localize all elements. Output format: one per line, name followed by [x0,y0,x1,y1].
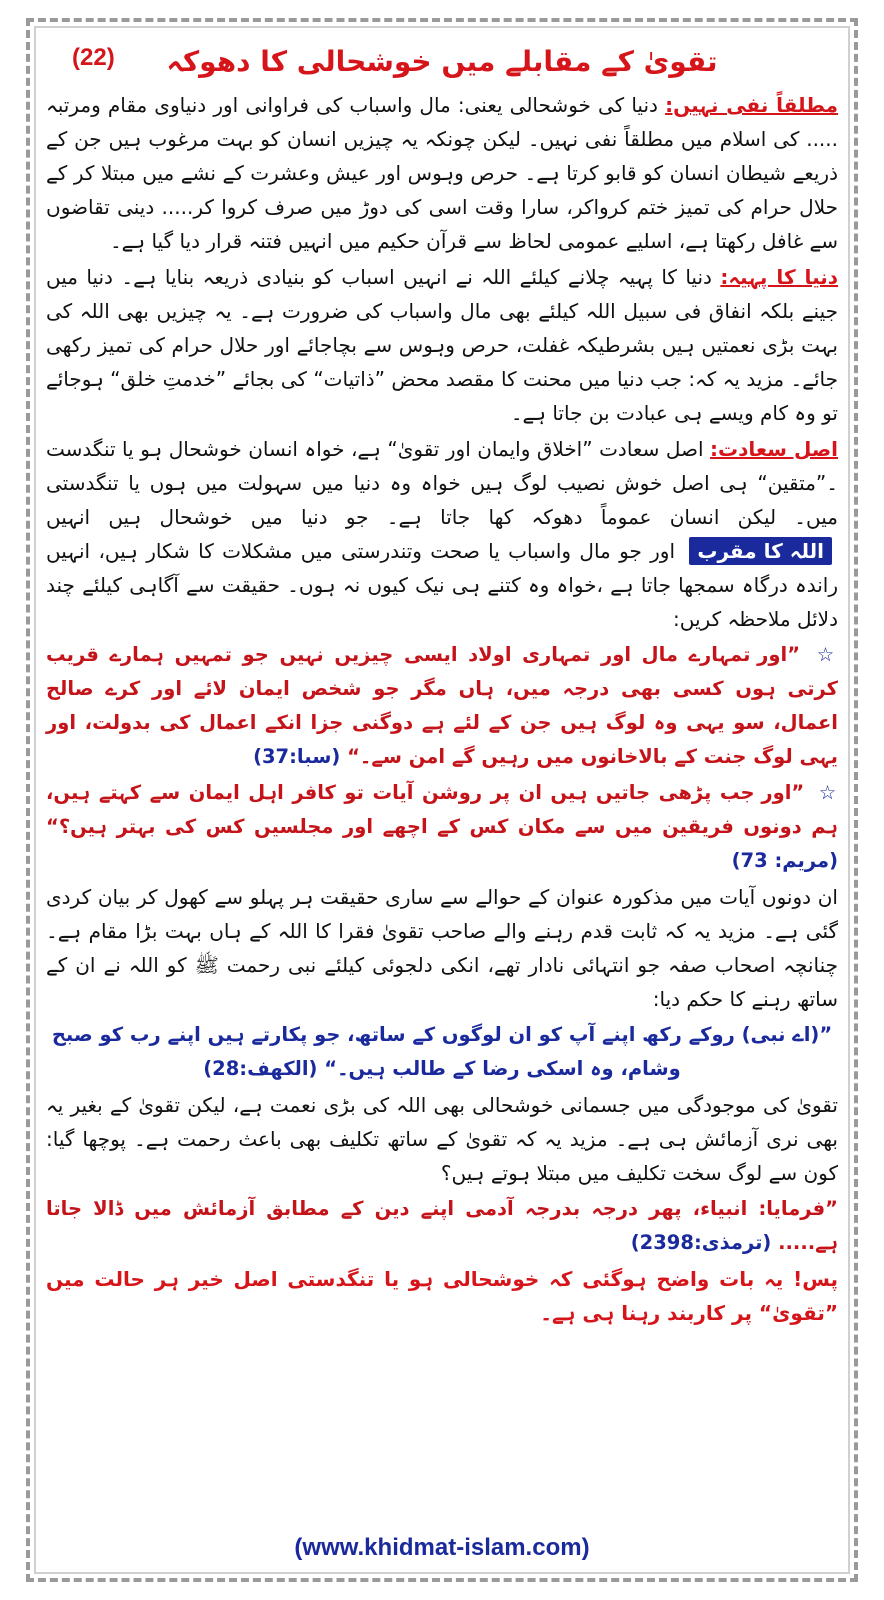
section-text: اصل سعادت ”اخلاق وایمان اور تقویٰ“ ہے، خواہ انسان خوشحال ہو یا تنگدست ۔”متقین“ ہی اصل خوش نصیب لوگ ہیں خواہ وہ دنیا میں سہولت میں ہوں یا تنگدستی میں۔ لیکن انسان عموماً دھوکہ کھا جاتا ہے۔ جو دنیا میں خوشحال ہیں انہیں [46,437,838,529]
quote-reference: (مریم: 73) [731,849,838,872]
quote-maryam [46,776,838,878]
section-text: اور جو مال واسباب یا صحت وتندرستی میں مشکلات کا شکار ہیں، انہیں راندہ درگاہ سمجھا جاتا ہے ،خواہ وہ کتنے ہی نیک کیوں نہ ہوں۔ حقیقت سے آگاہی کیلئے چند دلائل ملاحظہ کریں: [46,539,838,631]
section-absolute-negation [46,88,838,258]
website-link[interactable]: (www.khidmat-islam.com) [294,1534,590,1561]
page-frame [26,18,858,1582]
quote-reference: (الکھف:28) [203,1057,318,1080]
star-icon: ☆ [816,643,839,666]
section-heading: دنیا کا پہیہ: [720,265,839,289]
quote-reference: (سبا:37) [253,745,341,768]
quote-text: ”اور تمہارے مال اور تمہاری اولاد ایسی چیزیں نہیں جو تمہیں ہمارے قریب کرتی ہوں کسی بھی درجہ میں، ہاں مگر جو شخص ایمان لائے اور کرے صالح اعمال، سو یہی وہ لوگ ہیں جن کے لئے ہے دوگنی جزا انکے اعمال کی بدولت، اور یہی لوگ جنت کے بالاخانوں میں رہیں گے امن سے۔“ [46,643,838,768]
section-text: تقویٰ کی موجودگی میں جسمانی خوشحالی بھی اللہ کی بڑی نعمت ہے، لیکن تقویٰ کے بغیر یہ بھی نری آزمائش ہی ہے۔ مزید یہ کہ تقویٰ کے ساتھ تکلیف بھی باعث رحمت ہے۔ پوچھا گیا: کون سے لوگ سخت تکلیف میں مبتلا ہوتے ہیں؟ [46,1093,838,1185]
page-title: تقویٰ کے مقابلے میں خوشحالی کا دھوکہ [166,45,718,78]
quote-saba [46,638,838,774]
section-taqwa-blessing [46,1088,838,1190]
quote-tirmidhi [46,1192,838,1260]
section-true-felicity [46,432,838,636]
quote-reference: (ترمذی:2398) [630,1231,772,1254]
conclusion [46,1262,838,1330]
page-header [46,36,838,88]
section-world-wheel [46,260,838,430]
star-icon: ☆ [818,781,838,804]
page-content [46,36,838,1564]
section-text: دنیا کی خوشحالی یعنی: مال واسباب کی فراوانی اور دنیاوی مقام ومرتبہ ..... کی اسلام میں مطلقاً نفی نہیں۔ لیکن چونکہ یہ چیزیں انسان کو بہت مرغوب ہیں جن کے ذریعے شیطان انسان کو قابو کرتا ہے۔ حرص وہوس اور عیش وعشرت کے نشے میں مبتلا کر کے حلال حرام کی تمیز ختم کرواکر، سارا وقت اسی کی دوڑ میں صرف کروا کر..... دینی تقاضوں سے غافل رکھتا ہے، اسلیے عمومی لحاظ سے قرآن حکیم میں انہیں فتنہ قرار دیا گیا ہے۔ [46,93,838,253]
section-text: دنیا کا پہیہ چلانے کیلئے اللہ نے انہیں اسباب کو بنیادی ذریعہ بنایا ہے۔ دنیا میں جینے بلکہ انفاق فی سبیل اللہ کیلئے بھی مال واسباب کی ضرورت ہے۔ یہ چیزیں بھی اللہ کی بہت بڑی نعمتیں ہیں بشرطیکہ غفلت، حرص وہوس سے بچاجائے اور حلال حرام کی تمیز رکھی جائے۔ مزید یہ کہ: جب دنیا میں محنت کا مقصد محض ”ذاتیات“ کی بجائے ”خدمتِ خلق“ ہوجائے تو وہ کام ویسے ہی عبادت بن جاتا ہے۔ [46,265,838,425]
section-ahl-suffa [46,880,838,1016]
section-heading: اصل سعادت: [710,437,838,461]
highlight-badge: اللہ کا مقرب [689,537,832,565]
section-text: ان دونوں آیات میں مذکورہ عنوان کے حوالے سے ساری حقیقت ہر پہلو سے کھول کر بیان کردی گئی ہے۔ مزید یہ کہ ثابت قدم رہنے والے صاحب تقویٰ فقرا کا اللہ کے ہاں بہت بڑا مقام ہے۔ چنانچہ اصحاب صفہ جو انتہائی نادار تھے، انکی دلجوئی کیلئے نبی رحمت ﷺ کو اللہ نے ان کے ساتھ رہنے کا حکم دیا: [46,885,838,1011]
quote-text: ”(اے نبی) روکے رکھ اپنے آپ کو ان لوگوں کے ساتھ، جو پکارتے ہیں اپنے رب کو صبح وشام، وہ اسکی رضا کے طالب ہیں۔“ [51,1023,833,1080]
section-heading: مطلقاً نفی نہیں: [665,93,839,117]
page-number: (22) [72,44,115,71]
quote-text: ”فرمایا: انبیاء، پھر درجہ بدرجہ آدمی اپنے دین کے مطابق آزمائش میں ڈالا جاتا ہے..... [46,1197,838,1254]
conclusion-text: پس! یہ بات واضح ہوگئی کہ خوشحالی ہو یا تنگدستی اصل خیر ہر حالت میں ”تقویٰ“ پر کاربند رہنا ہی ہے۔ [46,1267,838,1325]
quote-kahf [46,1018,838,1086]
quote-text: ”اور جب پڑھی جاتیں ہیں ان پر روشن آیات تو کافر اہل ایمان سے کہتے ہیں، ہم دونوں فریقین میں سے مکان کس کے اچھے اور مجلسیں کس کی بہتر ہیں؟“ [46,781,838,838]
